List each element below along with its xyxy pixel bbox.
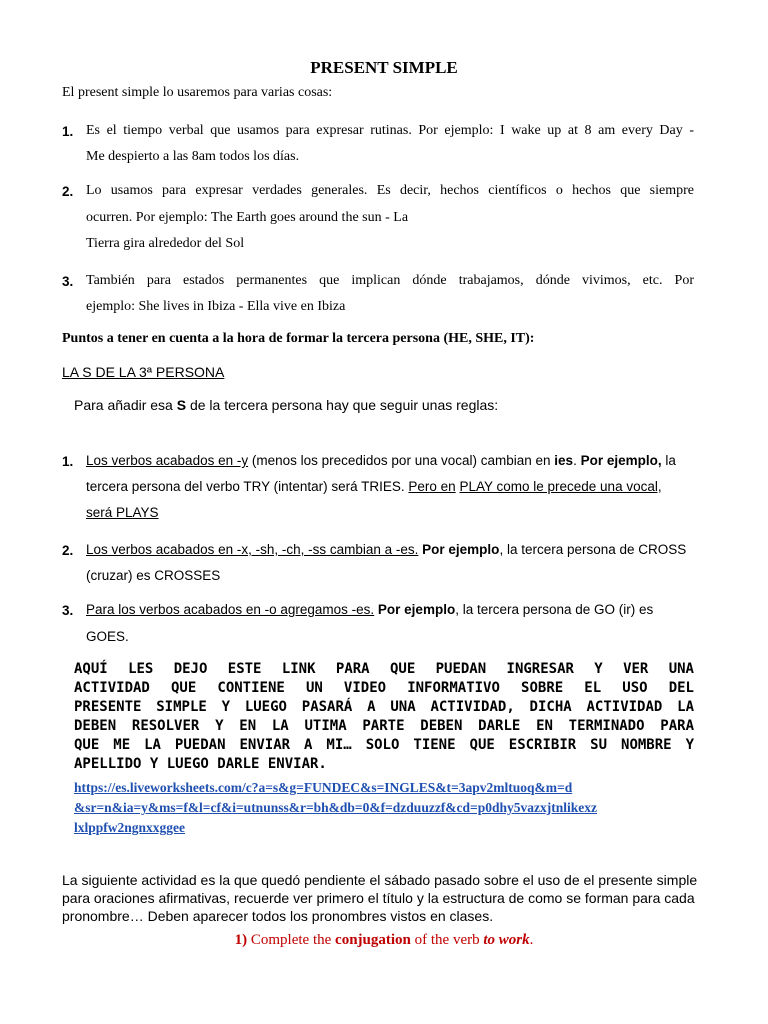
rules-intro (74, 397, 498, 413)
use-2-line-1: Lo usamos para expresar verdades generales. Es decir, hechos científicos o hechos que siempre (86, 183, 694, 198)
rule-2-line-1 (86, 542, 686, 557)
rule-3-line-2: GOES. (86, 629, 129, 644)
notice-line-1: AQUÍ LES DEJO ESTE LINK PARA QUE PUEDAN INGRESAR Y VER UNA (74, 661, 694, 677)
exercise-end: . (529, 932, 534, 948)
rule-1-dot: . (573, 453, 581, 468)
use-3-line-1: También para estados permanentes que implican dónde trabajamos, dónde vivimos, etc. Por (86, 273, 694, 288)
notice-line-4: DEBEN RESOLVER Y EN LA UTIMA PARTE DEBEN DARLE EN TERMINADO PARA (74, 718, 694, 734)
use-1-line-1: Es el tiempo verbal que usamos para expresar rutinas. Por ejemplo: I wake up at 8 am every Day - (86, 123, 694, 138)
worksheet-link-line-1[interactable]: https://es.liveworksheets.com/c?a=s&g=FUNDEC&s=INGLES&t=3apv2mltuoq&m=d (74, 780, 573, 795)
third-person-note: Puntos a tener en cuenta a la hora de formar la tercera persona (HE, SHE, IT): (62, 331, 535, 346)
rule-1-underlined: Los verbos acabados en -y (86, 453, 249, 468)
use-2-line-3: Tierra gira alrededor del Sol (86, 236, 245, 251)
use-3-line-2: ejemplo: She lives in Ibiza - Ella vive en Ibiza (86, 299, 346, 314)
rules-intro-s: S (176, 397, 187, 413)
rule-2-line-2: (cruzar) es CROSSES (86, 568, 221, 583)
third-person-heading: LA S DE LA 3ª PERSONA (62, 364, 225, 380)
rule-2-underlined: Los verbos acabados en -x, -sh, -ch, -ss cambian a -es. (86, 542, 419, 557)
use-2-number: 2. (62, 184, 74, 199)
use-1-number: 1. (62, 124, 74, 139)
rule-2-text: , la tercera persona de CROSS (499, 542, 687, 557)
rule-1-text-2: la (661, 453, 676, 468)
notice-line-2: ACTIVIDAD QUE CONTIENE UN VIDEO INFORMATIVO SOBRE EL USO DEL (74, 680, 694, 696)
rules-intro-after: de la tercera persona hay que seguir unas reglas: (186, 397, 499, 413)
page-title: PRESENT SIMPLE (310, 58, 458, 77)
rule-3-line-1 (86, 602, 653, 617)
worksheet-link-line-3[interactable]: lxlppfw2ngnxxggee (74, 820, 186, 835)
rule-3-number: 3. (62, 603, 74, 618)
rule-1-line-1 (86, 453, 676, 468)
rule-3-underlined: Para los verbos acabados en -o agregamos -es. (86, 602, 375, 617)
notice-line-5: QUE ME LA PUEDAN ENVIAR A MI… SOLO TIENE QUE ESCRIBIR SU NOMBRE Y (74, 737, 694, 753)
exercise-number: 1) (234, 932, 248, 948)
rule-1-line-3: será PLAYS (86, 505, 159, 520)
rule-1-por-ejemplo: Por ejemplo, (580, 453, 662, 468)
rule-1-line-2 (86, 479, 662, 494)
rule-3-text: , la tercera persona de GO (ir) es (455, 602, 654, 617)
exercise-verb: to work (483, 932, 530, 948)
notice-line-6: APELLIDO Y LUEGO DARLE ENVIAR. (74, 756, 327, 772)
rule-1-line-2-text: tercera persona del verbo TRY (intentar) será TRIES. (86, 479, 409, 494)
rule-2-por-ejemplo: Por ejemplo (418, 542, 500, 557)
intro-text: El present simple lo usaremos para varias cosas: (62, 85, 333, 100)
use-2-line-2: ocurren. Por ejemplo: The Earth goes around the sun - La (86, 210, 409, 225)
exercise-text-1: Complete the (247, 932, 336, 948)
exercise-heading (0, 932, 768, 949)
rules-intro-before: Para añadir esa (74, 397, 177, 413)
use-3-number: 3. (62, 274, 74, 289)
activity-line-3: pronombre… Deben aparecer todos los pronombres vistos en clases. (62, 908, 494, 924)
notice-line-3: PRESENTE SIMPLE Y LUEGO PASARÁ A UNA ACTIVIDAD, DICHA ACTIVIDAD LA (74, 699, 694, 715)
rule-2-number: 2. (62, 543, 74, 558)
worksheet-link-line-2[interactable]: &sr=n&ia=y&ms=f&l=cf&i=utnunss&r=bh&db=0&f=dzduuzzf&cd=p0dhy5vazxjtnlikexz (74, 800, 597, 815)
rule-1-number: 1. (62, 454, 74, 469)
rule-1-pero: Pero en (408, 479, 456, 494)
rule-1-text-1: (menos los precedidos por una vocal) cambian en (248, 453, 555, 468)
use-1-line-2: Me despierto a las 8am todos los días. (86, 149, 300, 164)
exercise-text-2: of the verb (410, 932, 484, 948)
exercise-conjugation: conjugation (335, 932, 411, 948)
activity-line-2: para oraciones afirmativas, recuerde ver primero el título y la estructura de como se forman para cada (62, 890, 695, 906)
activity-line-1: La siguiente actividad es la que quedó pendiente el sábado pasado sobre el uso de el presente simple (62, 872, 698, 888)
rule-1-ies: ies (554, 453, 574, 468)
rule-3-por-ejemplo: Por ejemplo (374, 602, 456, 617)
rule-1-play: PLAY como le precede una vocal, (459, 479, 662, 494)
